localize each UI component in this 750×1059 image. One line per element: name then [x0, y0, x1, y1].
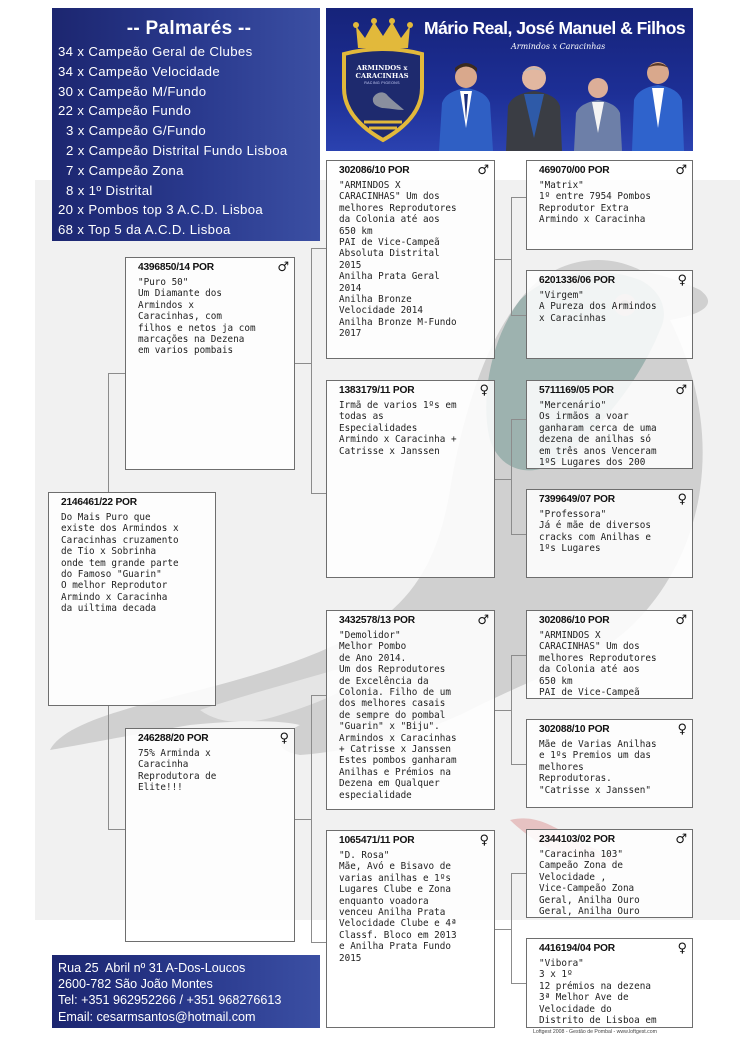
male-icon: ♂ [675, 613, 687, 628]
email-line: Email: cesarmsantos@hotmail.com [58, 1009, 256, 1024]
connector-line [511, 983, 526, 984]
male-icon: ♂ [477, 613, 489, 628]
connector-line [511, 873, 526, 874]
male-icon: ♂ [277, 260, 289, 275]
palmares-item: 2 x Campeão Distrital Fundo Lisboa [58, 142, 288, 158]
connector-line [511, 197, 512, 315]
card-description: "ARMINDOS X CARACINHAS" Um dos melhores Reprodutores da Colonia até aos 650 km PAI de Vice-Campeã [539, 630, 657, 699]
connector-line [295, 819, 311, 820]
connector-line [108, 373, 125, 374]
card-description: "Professora" Já é mãe de diversos cracks com Anilhas e 1ºs Lugares [539, 509, 651, 555]
ring-number: 3432578/13 POR [339, 615, 415, 626]
connector-line [511, 419, 512, 534]
connector-line [108, 829, 125, 830]
card-description: "Mercenário" Os irmãos a voar ganharam cerca de uma dezena de anilhas só em três anos Venceram 1ºS Lugares dos 200 [539, 400, 657, 469]
palmares-item: 68 x Top 5 da A.C.D. Lisboa [58, 222, 231, 238]
connector-line [311, 942, 326, 943]
pedigree-card-gen4[interactable] [526, 719, 693, 808]
connector-line [495, 710, 511, 711]
pedigree-card-dam[interactable] [125, 728, 295, 942]
palmares-item: 7 x Campeão Zona [58, 162, 184, 178]
palmares-item: 22 x Campeão Fundo [58, 103, 192, 119]
connector-line [495, 259, 511, 260]
palmares-item: 8 x 1º Distrital [58, 182, 153, 198]
palmares-item: 34 x Campeão Velocidade [58, 63, 221, 79]
address-line: 2600-782 São João Montes [58, 977, 213, 992]
ring-number: 6201336/06 POR [539, 275, 615, 286]
pedigree-card-dam-dam[interactable] [326, 830, 495, 1028]
ring-number: 4396850/14 POR [138, 262, 214, 273]
female-icon: ♀ [479, 383, 489, 398]
ring-number: 7399649/07 POR [539, 494, 615, 505]
connector-line [511, 764, 526, 765]
female-icon: ♀ [479, 833, 489, 848]
connector-line [311, 248, 326, 249]
pedigree-card-gen4[interactable] [526, 610, 693, 699]
ring-number: 1383179/11 POR [339, 385, 415, 396]
ring-number: 246288/20 POR [138, 733, 209, 744]
male-icon: ♂ [477, 163, 489, 178]
contact-panel [52, 955, 320, 1028]
male-icon: ♂ [675, 383, 687, 398]
ring-number: 469070/00 POR [539, 165, 610, 176]
connector-line [108, 706, 109, 830]
card-description: "Puro 50" Um Diamante dos Armindos x Caracinhas, com filhos e netos ja com marcações na Dezena em varios pombais [138, 277, 256, 357]
connector-line [511, 315, 526, 316]
pedigree-card-gen4[interactable] [526, 270, 693, 359]
connector-line [511, 873, 512, 983]
palmares-panel [52, 8, 320, 241]
female-icon: ♀ [677, 273, 687, 288]
banner-subtitle: Armindos x Caracinhas [511, 42, 606, 51]
connector-line [511, 534, 526, 535]
card-description: "ARMINDOS X CARACINHAS" Um dos melhores Reprodutores da Colonia até aos 650 km PAI de Vice-Campeã Absoluta Distrital 2015 Anilha Prata Geral 2014 Anilha Bronze Velocidade 2014 Anilha Bronze M-Fundo 2017 [339, 180, 457, 340]
ring-number: 2344103/02 POR [539, 834, 615, 845]
ring-number: 302086/10 POR [339, 165, 410, 176]
card-description: "D. Rosa" Mãe, Avó e Bisavo de varias anilhas e 1ºs Lugares Clube e Zona enquanto voadora venceu Anilha Prata Velocidade Clube e 4ª Classf. Bloco em 2013 e Anilha Prata Fundo 2015 [339, 850, 457, 964]
male-icon: ♂ [675, 163, 687, 178]
connector-line [511, 655, 526, 656]
pedigree-card-gen4[interactable] [526, 160, 693, 250]
card-description: "Virgem" A Pureza dos Armindos x Caracinhas [539, 290, 657, 324]
connector-line [311, 695, 312, 942]
connector-line [295, 363, 311, 364]
card-description: Do Mais Puro que existe dos Armindos x Caracinhas cruzamento de Tio x Sobrinha onde tem grande parte do Famoso "Guarin" O melhor Reprodutor Armindo x Caracinha da uiltima decada [61, 512, 179, 615]
ring-number: 302088/10 POR [539, 724, 610, 735]
female-icon: ♀ [279, 731, 289, 746]
crest-subtitle: RACING PIGEONS [364, 81, 400, 85]
female-icon: ♀ [677, 492, 687, 507]
ring-number: 2146461/22 POR [61, 497, 137, 508]
card-description: 75% Arminda x Caracinha Reprodutora de Elite!!! [138, 748, 217, 794]
pedigree-card-gen4[interactable] [526, 489, 693, 578]
palmares-item: 3 x Campeão G/Fundo [58, 123, 207, 139]
software-credit: Loftgest 2008 - Gestão de Pombal - www.loftgest.com [533, 1029, 657, 1035]
connector-line [511, 655, 512, 764]
banner-title: Mário Real, José Manuel & Filhos [424, 18, 686, 38]
loft-banner [326, 8, 693, 151]
crest-line: ARMINDOS x [356, 64, 408, 72]
card-description: "Vibora" 3 x 1º 12 prémios na dezena 3ª Melhor Ave de Velocidade do Distrito de Lisboa em [539, 958, 657, 1027]
connector-line [311, 695, 326, 696]
crest-title [352, 64, 412, 80]
pedigree-card-gen4[interactable] [526, 380, 693, 469]
palmares-item: 34 x Campeão Geral de Clubes [58, 44, 253, 59]
female-icon: ♀ [677, 722, 687, 737]
pedigree-card-gen4[interactable] [526, 938, 693, 1028]
palmares-title: -- Palmarés -- [126, 18, 252, 39]
card-description: "Caracinha 103" Campeão Zona de Velocidade , Vice-Campeão Zona Geral, Anilha Ouro Geral, Anilha Ouro [539, 849, 640, 918]
pedigree-card-sire-dam[interactable] [326, 380, 495, 578]
ring-number: 5711169/05 POR [539, 385, 614, 396]
male-icon: ♂ [675, 832, 687, 847]
connector-line [311, 248, 312, 493]
pedigree-card-gen4[interactable] [526, 829, 693, 918]
crest-line: CARACINHAS [355, 72, 409, 80]
palmares-item: 20 x Pombos top 3 A.C.D. Lisboa [58, 202, 264, 218]
palmares-item: 30 x Campeão M/Fundo [58, 83, 207, 99]
connector-line [511, 197, 526, 198]
connector-line [495, 929, 511, 930]
card-description: Mãe de Varias Anilhas e 1ºs Premios um das melhores Reprodutoras. "Catrisse x Janssen" [539, 739, 657, 796]
connector-line [511, 419, 526, 420]
connector-line [108, 373, 109, 493]
pedigree-card-subject[interactable] [48, 492, 216, 706]
card-description: Irmã de varios 1ºs em todas as Especialidades Armindo x Caracinha + Catrisse x Janssen [339, 400, 457, 457]
address-line: Rua 25 Abril nº 31 A-Dos-Loucos [58, 961, 246, 975]
ring-number: 302086/10 POR [539, 615, 610, 626]
pedigree-card-sire-sire[interactable] [326, 160, 495, 359]
ring-number: 1065471/11 POR [339, 835, 415, 846]
ring-number: 4416194/04 POR [539, 943, 615, 954]
card-description: "Matrix" 1º entre 7954 Pombos Reprodutor Extra Armindo x Caracinha [539, 180, 651, 226]
connector-line [495, 479, 511, 480]
pedigree-card-dam-sire[interactable] [326, 610, 495, 810]
card-description: "Demolidor" Melhor Pombo de Ano 2014. Um dos Reprodutores de Excelência da Colonia. Filho de um dos melhores casais de sempre do pombal "Guarin" x "Biju". Armindos x Caracinhas + Catrisse x Janssen Estes pombos ganharam Anilhas e Prémios na Dezena em Qualquer especialidade [339, 630, 457, 801]
pedigree-card-sire[interactable] [125, 257, 295, 470]
connector-line [311, 493, 326, 494]
phone-line: Tel: +351 962952266 / +351 968276613 [58, 993, 282, 1008]
family-photo [434, 58, 689, 151]
female-icon: ♀ [677, 941, 687, 956]
